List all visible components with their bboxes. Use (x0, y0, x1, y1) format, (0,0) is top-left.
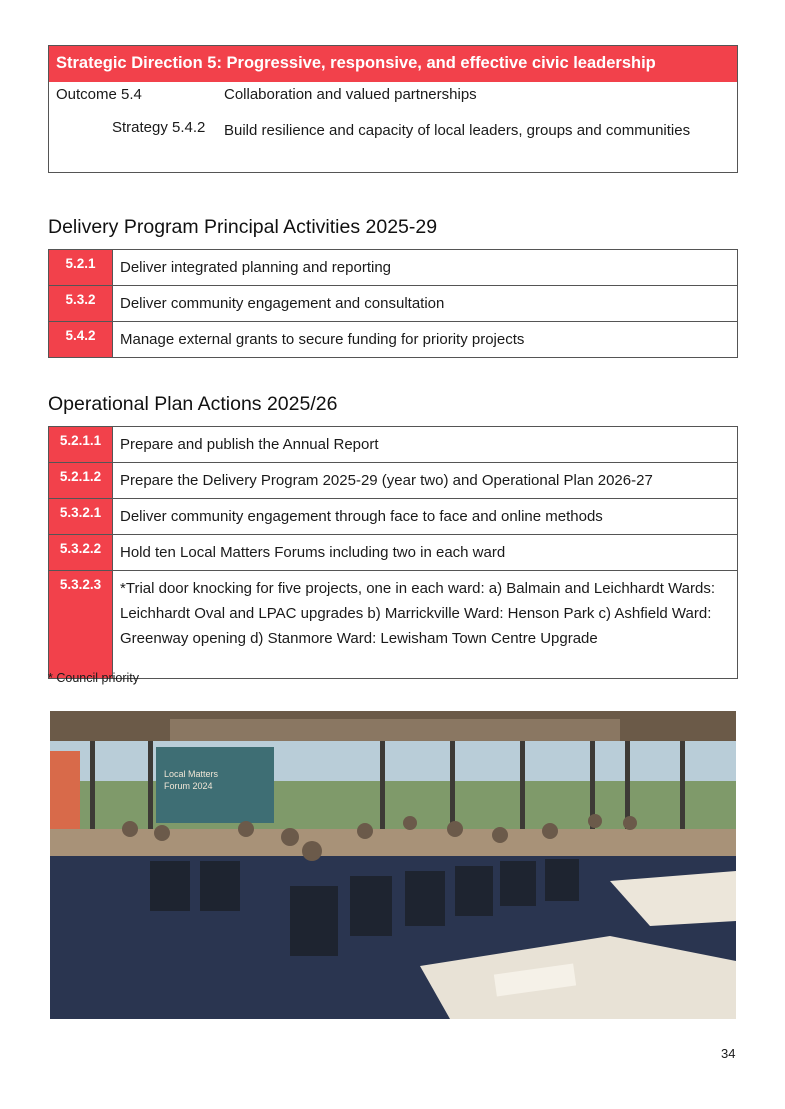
table-row (49, 250, 738, 286)
delivery-program-title: Delivery Program Principal Activities 2025-29 (48, 216, 438, 238)
strategic-direction-heading: Strategic Direction 5: Progressive, responsive, and effective civic leadership (49, 46, 737, 82)
page-number: 34 (721, 1046, 736, 1061)
activity-code: 5.3.2 (49, 286, 113, 322)
council-priority-footnote: * Council priority (48, 671, 140, 685)
table-row (49, 427, 738, 463)
action-code: 5.3.2.3 (49, 571, 113, 679)
delivery-program-table (48, 249, 738, 358)
screen-title-line-2: Forum 2024 (164, 781, 213, 791)
action-text: Prepare and publish the Annual Report (113, 427, 738, 463)
strategic-direction-box (48, 45, 738, 173)
activity-text: Manage external grants to secure funding for priority projects (113, 322, 738, 358)
screen-title-line-1: Local Matters (164, 769, 219, 779)
table-row (49, 535, 738, 571)
table-row (49, 571, 738, 679)
action-text: Deliver community engagement through face to face and online methods (113, 499, 738, 535)
operational-plan-table (48, 426, 738, 679)
outcome-text: Collaboration and valued partnerships (224, 86, 477, 103)
table-row (49, 463, 738, 499)
action-text: Prepare the Delivery Program 2025-29 (year two) and Operational Plan 2026-27 (113, 463, 738, 499)
table-row (49, 322, 738, 358)
strategy-label: Strategy 5.4.2 (112, 119, 206, 136)
activity-text: Deliver community engagement and consultation (113, 286, 738, 322)
action-code: 5.3.2.1 (49, 499, 113, 535)
activity-code: 5.2.1 (49, 250, 113, 286)
table-row (49, 499, 738, 535)
outcome-label: Outcome 5.4 (56, 86, 142, 103)
strategy-text: Build resilience and capacity of local leaders, groups and communities (224, 122, 691, 139)
action-text: Hold ten Local Matters Forums including two in each ward (113, 535, 738, 571)
action-text: *Trial door knocking for five projects, one in each ward: a) Balmain and Leichhardt Wards: Leichhardt Oval and LPAC upgrades b) Marrickville Ward: Henson Park c) Ashfield Ward: Greenway opening d) Stanmore Ward: Lewisham Town Centre Upgrade (113, 571, 738, 679)
action-code: 5.2.1.1 (49, 427, 113, 463)
action-code: 5.3.2.2 (49, 535, 113, 571)
action-code: 5.2.1.2 (49, 463, 113, 499)
table-row (49, 286, 738, 322)
forum-photo (50, 711, 736, 1019)
operational-plan-title: Operational Plan Actions 2025/26 (48, 393, 338, 415)
activity-text: Deliver integrated planning and reporting (113, 250, 738, 286)
activity-code: 5.4.2 (49, 322, 113, 358)
